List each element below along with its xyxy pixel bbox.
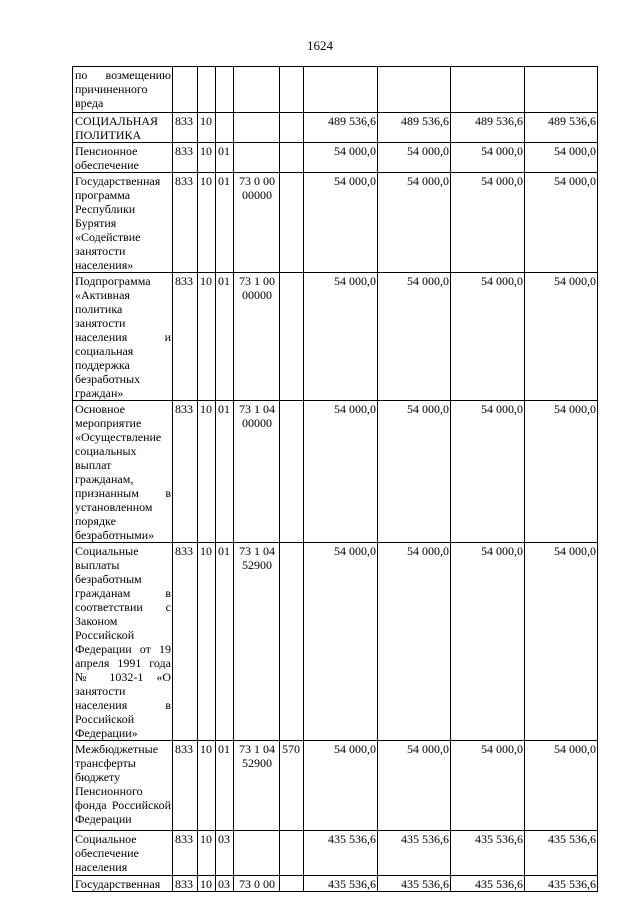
cell-value-1: 489 536,6 (304, 113, 378, 143)
row-name: СОЦИАЛЬНАЯ ПОЛИТИКА (73, 113, 173, 143)
cell-value-1: 435 536,6 (304, 831, 378, 876)
cell-value-2: 54 000,0 (378, 273, 451, 401)
cell-value-2: 54 000,0 (378, 173, 451, 273)
cell-value-2: 54 000,0 (378, 543, 451, 741)
cell-pr: 03 (216, 831, 234, 876)
cell-pr: 01 (216, 173, 234, 273)
cell-csr: 73 0 00 00000 (234, 173, 280, 273)
cell-value-3: 54 000,0 (451, 143, 525, 173)
cell-value-1 (304, 67, 378, 113)
cell-value-3: 435 536,6 (451, 831, 525, 876)
cell-pr: 01 (216, 143, 234, 173)
cell-value-4 (525, 67, 598, 113)
table-row (73, 67, 598, 113)
cell-vr (280, 543, 304, 741)
table-row (73, 143, 598, 173)
cell-csr (234, 67, 280, 113)
row-name: Государственная (73, 876, 173, 892)
row-name: Пенсионное обеспечение (73, 143, 173, 173)
cell-value-2: 435 536,6 (378, 831, 451, 876)
row-name: Социальное обеспечение населения (73, 831, 173, 876)
cell-vr (280, 876, 304, 892)
table-row (73, 401, 598, 543)
cell-value-1: 54 000,0 (304, 273, 378, 401)
table-body (73, 67, 598, 892)
cell-value-3: 489 536,6 (451, 113, 525, 143)
cell-value-1: 435 536,6 (304, 876, 378, 892)
cell-rz: 10 (198, 401, 216, 543)
row-name: Межбюджетные трансферты бюджету Пенсионного фонда Российской Федерации (73, 741, 173, 831)
cell-value-4: 435 536,6 (525, 831, 598, 876)
cell-rz: 10 (198, 143, 216, 173)
cell-rz: 10 (198, 113, 216, 143)
cell-value-3: 54 000,0 (451, 401, 525, 543)
cell-value-2: 54 000,0 (378, 741, 451, 831)
cell-value-4: 54 000,0 (525, 741, 598, 831)
cell-csr: 73 1 04 52900 (234, 741, 280, 831)
row-name: Подпрограмма «Активная политика занятости населения и социальная поддержка безработных граждан» (73, 273, 173, 401)
cell-pr: 01 (216, 543, 234, 741)
cell-gr: 833 (173, 741, 198, 831)
cell-value-4: 54 000,0 (525, 543, 598, 741)
budget-table (72, 66, 598, 892)
cell-rz: 10 (198, 876, 216, 892)
table-row (73, 113, 598, 143)
cell-value-3: 54 000,0 (451, 741, 525, 831)
cell-value-2: 54 000,0 (378, 401, 451, 543)
cell-value-2 (378, 67, 451, 113)
cell-vr (280, 273, 304, 401)
cell-rz: 10 (198, 831, 216, 876)
cell-vr (280, 113, 304, 143)
cell-pr: 01 (216, 401, 234, 543)
cell-pr (216, 113, 234, 143)
cell-gr: 833 (173, 113, 198, 143)
cell-value-4: 54 000,0 (525, 143, 598, 173)
cell-gr: 833 (173, 173, 198, 273)
cell-value-1: 54 000,0 (304, 173, 378, 273)
cell-vr (280, 143, 304, 173)
table-row (73, 876, 598, 892)
cell-vr (280, 67, 304, 113)
cell-pr: 01 (216, 741, 234, 831)
cell-csr (234, 113, 280, 143)
cell-rz: 10 (198, 173, 216, 273)
cell-value-1: 54 000,0 (304, 543, 378, 741)
table-row (73, 831, 598, 876)
cell-value-1: 54 000,0 (304, 143, 378, 173)
table-row (73, 173, 598, 273)
cell-value-4: 54 000,0 (525, 173, 598, 273)
cell-pr: 03 (216, 876, 234, 892)
row-name: Основное мероприятие «Осуществление социальных выплат гражданам, признанным в установленном порядке безработными» (73, 401, 173, 543)
cell-value-3 (451, 67, 525, 113)
cell-gr: 833 (173, 876, 198, 892)
cell-vr (280, 401, 304, 543)
cell-csr: 73 0 00 (234, 876, 280, 892)
cell-rz (198, 67, 216, 113)
table-row (73, 741, 598, 831)
cell-value-2: 54 000,0 (378, 143, 451, 173)
cell-value-1: 54 000,0 (304, 741, 378, 831)
cell-vr: 570 (280, 741, 304, 831)
cell-csr (234, 831, 280, 876)
cell-gr: 833 (173, 401, 198, 543)
cell-rz: 10 (198, 543, 216, 741)
page-number: 1624 (307, 38, 333, 53)
cell-gr: 833 (173, 143, 198, 173)
cell-value-4: 435 536,6 (525, 876, 598, 892)
cell-value-1: 54 000,0 (304, 401, 378, 543)
cell-value-4: 489 536,6 (525, 113, 598, 143)
cell-value-3: 54 000,0 (451, 273, 525, 401)
cell-rz: 10 (198, 741, 216, 831)
cell-rz: 10 (198, 273, 216, 401)
cell-gr: 833 (173, 273, 198, 401)
cell-value-4: 54 000,0 (525, 273, 598, 401)
cell-value-3: 435 536,6 (451, 876, 525, 892)
cell-vr (280, 173, 304, 273)
cell-gr: 833 (173, 543, 198, 741)
cell-csr: 73 1 00 00000 (234, 273, 280, 401)
cell-pr: 01 (216, 273, 234, 401)
row-name: по возмещению причиненного вреда (73, 67, 173, 113)
table-row (73, 543, 598, 741)
cell-value-3: 54 000,0 (451, 543, 525, 741)
cell-vr (280, 831, 304, 876)
cell-value-2: 435 536,6 (378, 876, 451, 892)
cell-value-2: 489 536,6 (378, 113, 451, 143)
cell-value-3: 54 000,0 (451, 173, 525, 273)
row-name: Социальные выплаты безработным гражданам в соответствии с Законом Российской Федерации от 19 апреля 1991 года № 1032-1 «О занятости населения в Российской Федерации» (73, 543, 173, 741)
cell-value-4: 54 000,0 (525, 401, 598, 543)
cell-csr: 73 1 04 00000 (234, 401, 280, 543)
row-name: Государственная программа Республики Бурятия «Содействие занятости населения» (73, 173, 173, 273)
table-row (73, 273, 598, 401)
cell-pr (216, 67, 234, 113)
cell-gr: 833 (173, 831, 198, 876)
cell-gr (173, 67, 198, 113)
cell-csr: 73 1 04 52900 (234, 543, 280, 741)
cell-csr (234, 143, 280, 173)
